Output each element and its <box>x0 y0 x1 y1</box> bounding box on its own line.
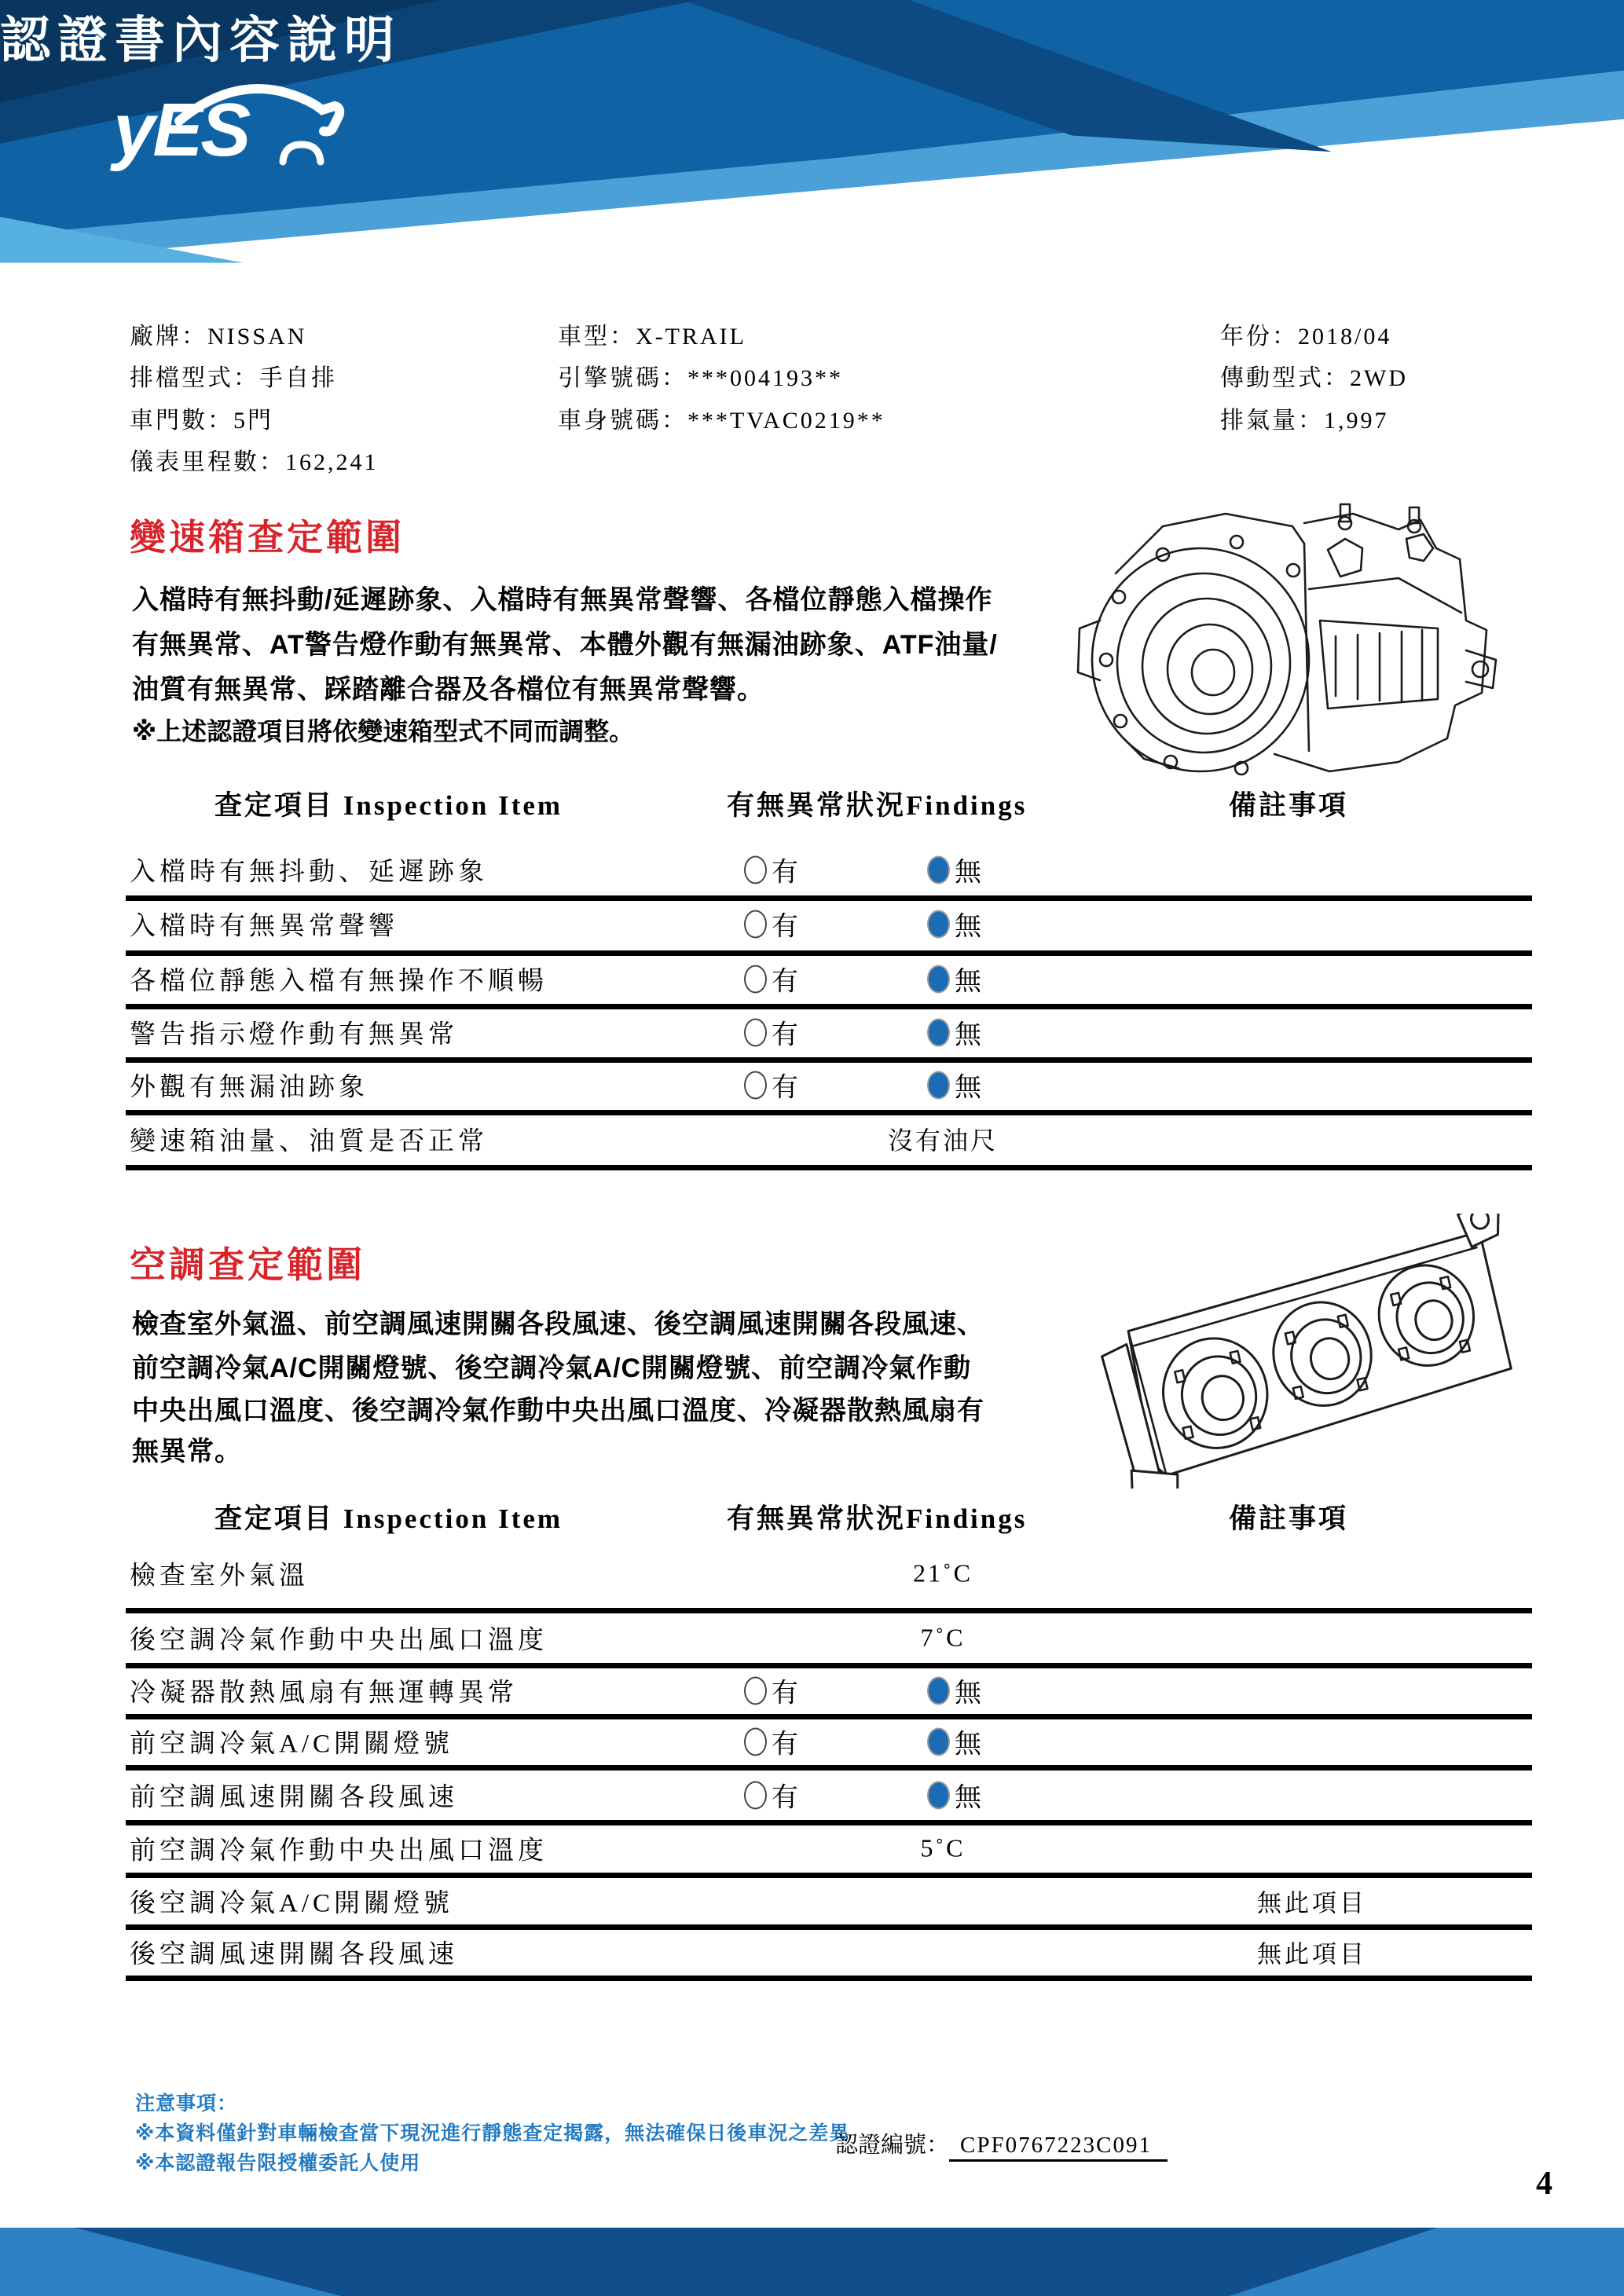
finding-yes-option: 有 <box>744 1723 798 1761</box>
notice-line: ※本資料僅針對車輛檢查當下現況進行靜態查定揭露，無法確保日後車況之差異 <box>135 2122 850 2144</box>
finding-no-option: 無 <box>927 1723 981 1761</box>
inspection-item-label: 檢查室外氣溫 <box>130 1562 309 1591</box>
table-row <box>126 1822 1532 1875</box>
radio-checked-icon <box>927 1071 950 1099</box>
inspection-item-label: 後空調冷氣作動中央出風口溫度 <box>130 1626 548 1655</box>
inspection-item-label: 前空調冷氣作動中央出風口溫度 <box>130 1836 548 1866</box>
transmission-desc-line: 油質有無異常、踩踏離合器及各檔位有無異常聲響。 <box>132 675 764 705</box>
finding-yes-option: 有 <box>744 960 798 998</box>
aircon-desc-line: 中央出風口溫度、後空調冷氣作動中央出風口溫度、冷凝器散熱風扇有 <box>132 1396 984 1426</box>
t2-header-findings: 有無異常狀況Findings <box>727 1503 1028 1534</box>
footer-shape-dark <box>0 2228 1624 2296</box>
finding-no-option: 無 <box>927 851 981 889</box>
aircon-desc-line: 檢查室外氣溫、前空調風速開關各段風速、後空調風速開關各段風速、 <box>132 1309 984 1339</box>
finding-yes-option: 有 <box>744 1776 798 1814</box>
vehicle-model: 車型：X-TRAIL <box>558 324 746 350</box>
finding-no-option: 無 <box>927 1776 981 1814</box>
table-bottom-divider <box>126 1976 1532 1981</box>
finding-no-option: 無 <box>927 905 981 943</box>
table-row <box>126 1005 1532 1059</box>
finding-yes-option: 有 <box>744 1672 798 1710</box>
transmission-desc-line: 入檔時有無抖動/延遲跡象、入檔時有無異常聲響、各檔位靜態入檔操作 <box>132 585 993 615</box>
header-banner <box>0 0 1624 271</box>
radio-unchecked-icon <box>744 1676 767 1705</box>
radio-unchecked-icon <box>744 1727 767 1756</box>
table-row <box>126 1874 1532 1928</box>
radio-unchecked-icon <box>744 855 767 884</box>
finding-no-option: 無 <box>927 1066 981 1104</box>
inspection-item-label: 前空調風速開關各段風速 <box>130 1783 458 1812</box>
transmission-section-title: 變速箱查定範圍 <box>130 517 405 558</box>
radio-checked-icon <box>927 1018 950 1046</box>
table-row <box>126 1611 1532 1664</box>
t2-header-remark: 備註事項 <box>1229 1503 1349 1534</box>
radio-checked-icon <box>927 855 950 884</box>
remark-text: 無此項目 <box>1257 1940 1367 1968</box>
certificate-number-value: CPF0767223C091 <box>949 2133 1168 2162</box>
finding-value: 21˚C <box>913 1558 973 1587</box>
table-row <box>126 1715 1532 1768</box>
inspection-item-label: 後空調風速開關各段風速 <box>130 1940 458 1969</box>
finding-yes-option: 有 <box>744 905 798 943</box>
certificate-number-label: 認證編號： <box>835 2133 950 2158</box>
finding-value: 沒有油尺 <box>887 1126 998 1155</box>
inspection-item-label: 前空調冷氣A/C開關燈號 <box>130 1730 454 1759</box>
finding-value: 7˚C <box>920 1623 966 1652</box>
vehicle-mileage: 儀表里程數：162,241 <box>130 449 379 475</box>
aircon-section-title: 空調查定範圍 <box>130 1244 365 1285</box>
t2-header-item: 查定項目 Inspection Item <box>214 1503 563 1534</box>
vehicle-drive-type: 傳動型式：2WD <box>1220 365 1408 391</box>
inspection-item-label: 冷凝器散熱風扇有無運轉異常 <box>130 1679 518 1708</box>
table-row <box>126 1768 1532 1822</box>
finding-value: 5˚C <box>920 1833 966 1862</box>
table-row <box>126 1112 1532 1166</box>
table-row <box>126 1925 1532 1979</box>
vehicle-body-no: 車身號碼：***TVAC0219** <box>558 408 885 434</box>
t1-header-findings: 有無異常狀況Findings <box>727 790 1028 821</box>
table-row <box>126 952 1532 1005</box>
table-row <box>126 897 1532 950</box>
radio-checked-icon <box>927 1727 950 1756</box>
aircon-desc-line: 無異常。 <box>132 1437 242 1467</box>
vehicle-gearbox-type: 排檔型式：手自排 <box>130 365 337 391</box>
vehicle-brand: 廠牌：NISSAN <box>130 324 307 350</box>
t1-header-remark: 備註事項 <box>1229 790 1349 821</box>
radio-checked-icon <box>927 910 950 938</box>
inspection-item-label: 入檔時有無異常聲響 <box>130 912 398 941</box>
remark-text: 無此項目 <box>1257 1889 1367 1917</box>
transmission-illustration <box>1069 503 1509 778</box>
inspection-item-label: 入檔時有無抖動、延遲跡象 <box>130 858 488 887</box>
finding-yes-option: 有 <box>744 1066 798 1104</box>
table-row <box>126 1058 1532 1111</box>
page-number: 4 <box>1536 2166 1553 2202</box>
vehicle-engine-no: 引擎號碼：***004193** <box>558 365 843 391</box>
radio-unchecked-icon <box>744 1781 767 1809</box>
finding-yes-option: 有 <box>744 1013 798 1052</box>
radio-checked-icon <box>927 965 950 993</box>
inspection-item-label: 警告指示燈作動有無異常 <box>130 1020 458 1049</box>
radio-unchecked-icon <box>744 1018 767 1046</box>
radio-unchecked-icon <box>744 910 767 938</box>
radio-checked-icon <box>927 1676 950 1705</box>
ac-panel-illustration <box>1092 1214 1544 1489</box>
inspection-item-label: 變速箱油量、油質是否正常 <box>130 1127 488 1156</box>
t1-header-item: 查定項目 Inspection Item <box>214 790 563 821</box>
radio-unchecked-icon <box>744 1071 767 1099</box>
radio-unchecked-icon <box>744 965 767 993</box>
inspection-item-label: 外觀有無漏油跡象 <box>130 1073 368 1102</box>
vehicle-year: 年份：2018/04 <box>1220 324 1392 350</box>
inspection-item-label: 後空調冷氣A/C開關燈號 <box>130 1889 454 1918</box>
transmission-desc-line: 有無異常、AT警告燈作動有無異常、本體外觀有無漏油跡象、ATF油量/ <box>132 630 998 660</box>
transmission-note: ※上述認證項目將依變速箱型式不同而調整。 <box>132 717 635 745</box>
certificate-number-line <box>835 2127 1168 2159</box>
vehicle-displacement: 排氣量：1,997 <box>1220 408 1389 434</box>
vehicle-doors: 車門數：5門 <box>130 408 273 434</box>
table-row <box>126 843 1532 896</box>
page-title: 認證書內容說明 <box>0 12 401 68</box>
notice-line: ※本認證報告限授權委託人使用 <box>135 2152 421 2174</box>
finding-yes-option: 有 <box>744 851 798 889</box>
footer-banner <box>0 2228 1624 2296</box>
yes-logo-text: yES <box>113 88 249 172</box>
aircon-desc-line: 前空調冷氣A/C開關燈號、後空調冷氣A/C開關燈號、前空調冷氣作動 <box>132 1353 972 1383</box>
table-bottom-divider <box>126 1165 1532 1170</box>
finding-no-option: 無 <box>927 1013 981 1052</box>
radio-checked-icon <box>927 1781 950 1809</box>
finding-no-option: 無 <box>927 960 981 998</box>
table-row <box>126 1547 1532 1600</box>
table-row <box>126 1664 1532 1717</box>
finding-no-option: 無 <box>927 1672 981 1710</box>
inspection-item-label: 各檔位靜態入檔有無操作不順暢 <box>130 967 548 996</box>
notice-title: 注意事項： <box>135 2093 238 2115</box>
